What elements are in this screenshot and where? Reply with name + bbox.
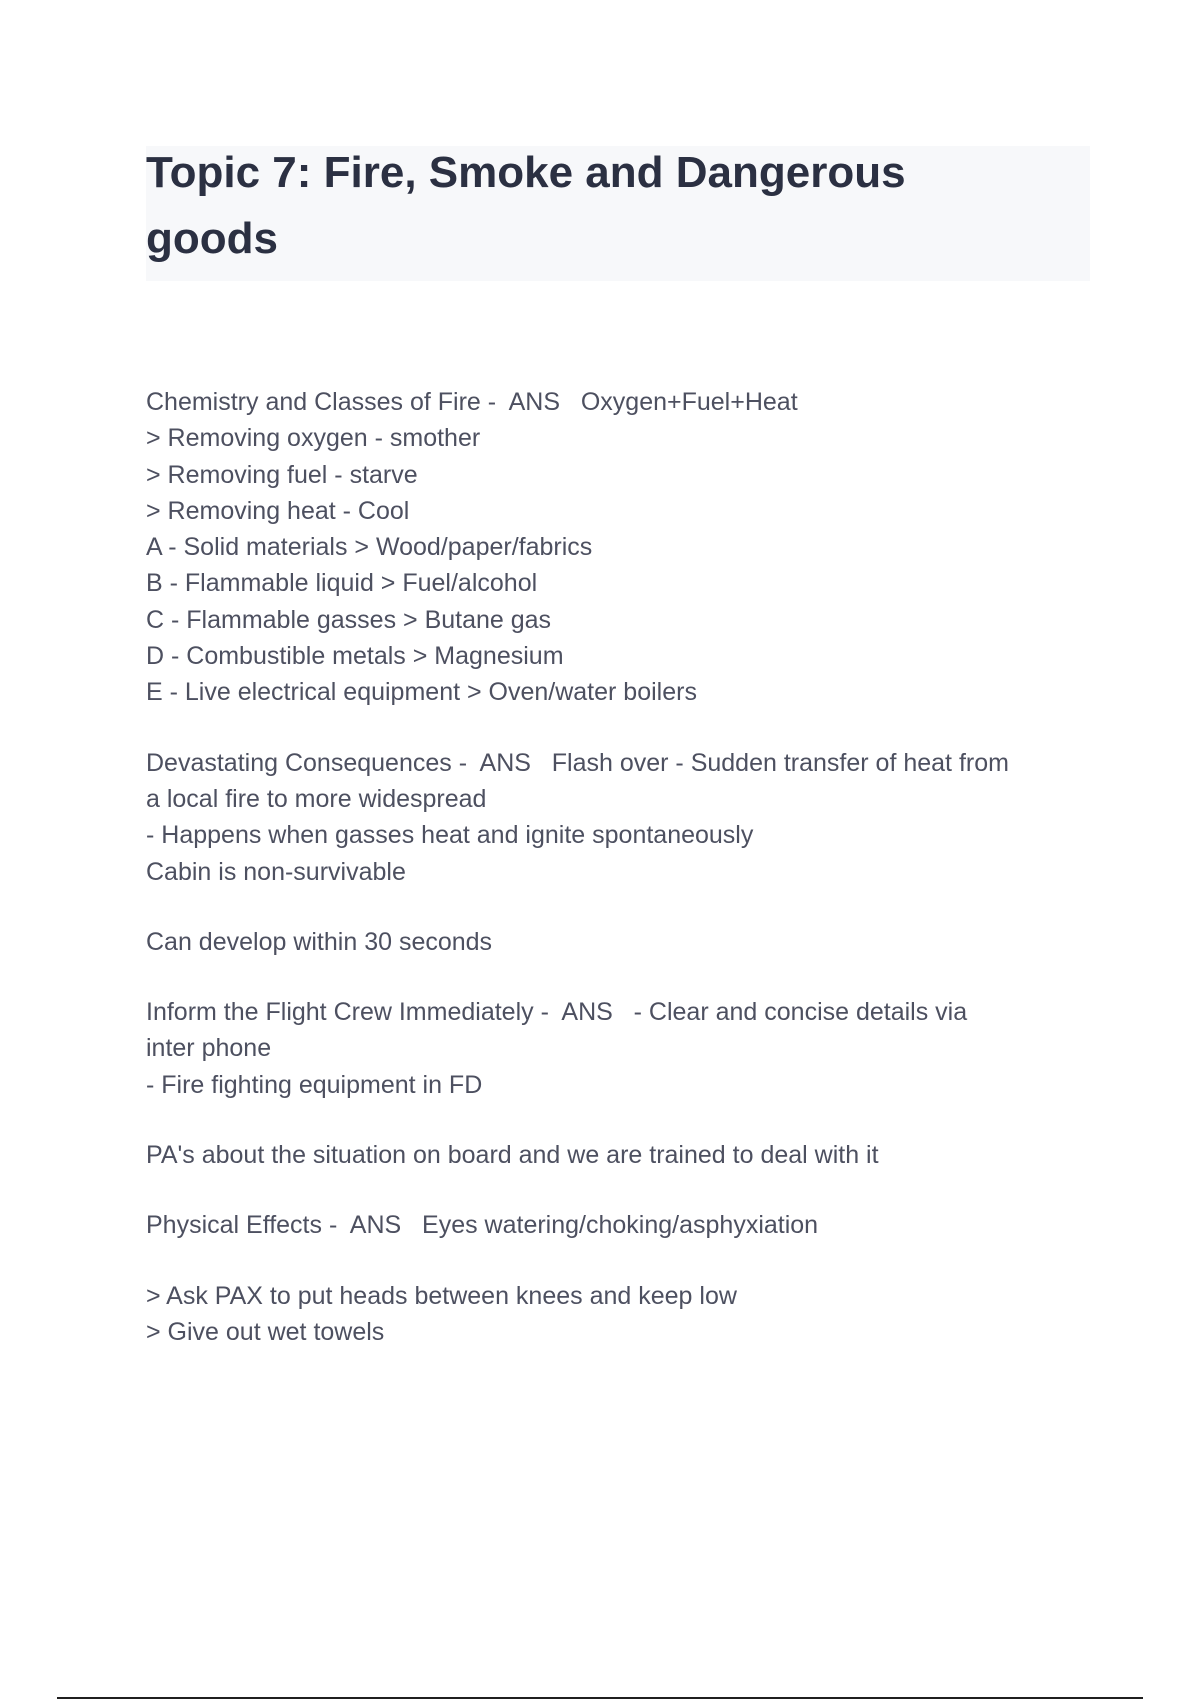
card-line: inter phone xyxy=(146,1034,272,1063)
card-line: PA's about the situation on board and we are trained to deal with it xyxy=(146,1141,879,1170)
flashcard-content xyxy=(146,384,1096,1350)
card-devastating-consequences xyxy=(146,745,1096,890)
card-line: > Removing fuel - starve xyxy=(146,460,418,489)
card-physical-effects xyxy=(146,1207,1096,1243)
card-line: Cabin is non-survivable xyxy=(146,857,406,886)
card-line: > Ask PAX to put heads between knees and keep low xyxy=(146,1281,737,1310)
card-line: > Give out wet towels xyxy=(146,1317,385,1346)
card-chemistry-classes xyxy=(146,384,1096,711)
card-line: Physical Effects - ANS Eyes watering/choking/asphyxiation xyxy=(146,1211,819,1240)
card-line: Can develop within 30 seconds xyxy=(146,927,493,956)
card-line: Inform the Flight Crew Immediately - ANS - Clear and concise details via xyxy=(146,998,968,1027)
card-line: B - Flammable liquid > Fuel/alcohol xyxy=(146,569,538,598)
card-line: > Removing heat - Cool xyxy=(146,496,410,525)
card-note-30-seconds xyxy=(146,924,1096,960)
card-inform-flight-crew xyxy=(146,994,1096,1103)
card-note-actions xyxy=(146,1278,1096,1351)
card-note-pa xyxy=(146,1137,1096,1173)
card-line: Chemistry and Classes of Fire - ANS Oxygen+Fuel+Heat xyxy=(146,388,798,416)
card-line: - Fire fighting equipment in FD xyxy=(146,1070,483,1099)
card-line: Devastating Consequences - ANS Flash over - Sudden transfer of heat from xyxy=(146,748,1009,777)
card-line: A - Solid materials > Wood/paper/fabrics xyxy=(146,533,593,562)
card-line: E - Live electrical equipment > Oven/water boilers xyxy=(146,678,697,707)
footer-divider xyxy=(57,1697,1143,1699)
card-line: C - Flammable gasses > Butane gas xyxy=(146,605,552,634)
page-title: Topic 7: Fire, Smoke and Dangerous goods xyxy=(146,148,906,263)
card-line: D - Combustible metals > Magnesium xyxy=(146,642,564,671)
card-line: - Happens when gasses heat and ignite spontaneously xyxy=(146,821,754,850)
card-line: > Removing oxygen - smother xyxy=(146,424,481,453)
card-line: a local fire to more widespread xyxy=(146,784,487,813)
